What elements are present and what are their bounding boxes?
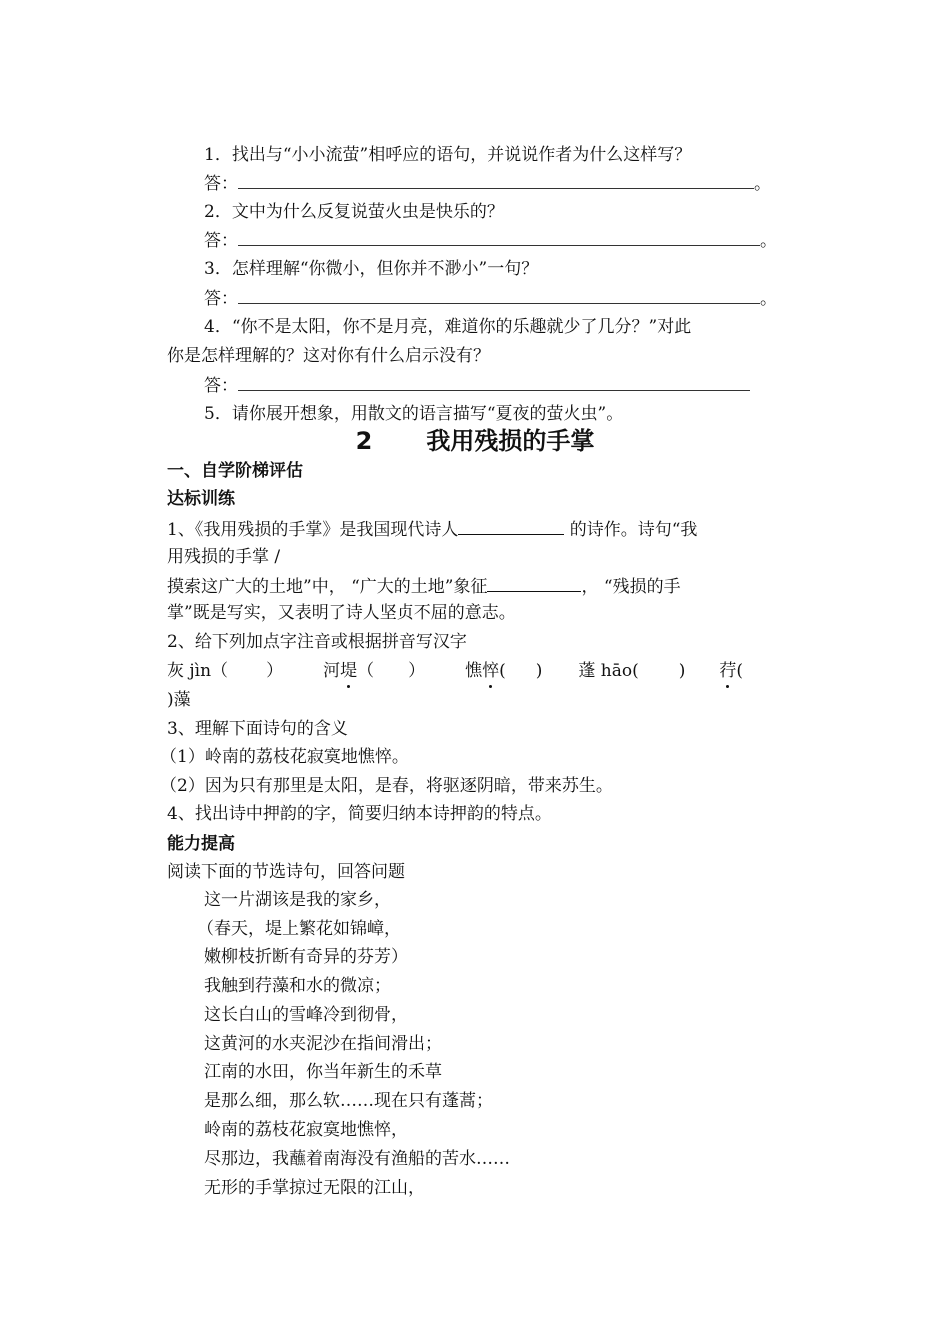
- subheading-training: [167, 488, 797, 510]
- dotted-char-xing: 荇: [719, 661, 737, 681]
- pinyin-word-3-close: ): [535, 661, 543, 681]
- pinyin-word-3-open: (: [499, 661, 506, 681]
- poem-line-text: 这一片湖该是我的家乡，: [204, 890, 391, 910]
- answer-3-line[interactable]: [238, 287, 760, 304]
- question-3: [204, 258, 834, 280]
- item-1-text-d: 摸索这广大的土地”中， “广大的土地”象征: [167, 577, 488, 597]
- poem-line: [197, 918, 827, 940]
- question-4-text-1: 4．“你不是太阳，你不是月亮，难道你的乐趣就少了几分？”对此: [204, 317, 692, 337]
- subheading-text: 达标训练: [167, 489, 235, 509]
- pinyin-word-1-close: ）: [266, 661, 284, 681]
- item-4: [167, 803, 797, 825]
- answer-label: 答：: [204, 376, 238, 396]
- pinyin-word-2-open: （: [357, 661, 375, 681]
- answer-2: [204, 229, 834, 252]
- item-2: [167, 631, 797, 653]
- poem-line-text: 江南的水田，你当年新生的禾草: [204, 1062, 442, 1082]
- item-1-text-b: 的诗作。诗句“我: [564, 520, 698, 540]
- poem-line-text: 嫩柳枝折断有奇异的芬芳）: [204, 947, 408, 967]
- lesson-number: 2: [355, 427, 373, 455]
- item-4-text: 4、找出诗中押韵的字，简要归纳本诗押韵的特点。: [167, 804, 552, 824]
- reading-intro: [167, 861, 797, 883]
- poem-line: [204, 1033, 834, 1055]
- question-2-text: 2．文中为什么反复说萤火虫是快乐的？: [204, 202, 504, 222]
- poem-line-text: 是那么细，那么软……现在只有蓬蒿；: [204, 1091, 493, 1111]
- lesson-title-text: 我用残损的手掌: [426, 427, 595, 455]
- pinyin-word-5-wrap: )藻: [167, 690, 191, 710]
- question-5: [204, 403, 834, 425]
- question-4-line2: [167, 345, 797, 367]
- answer-1: [204, 172, 834, 195]
- pinyin-row-wrap: [167, 689, 797, 711]
- answer-2-line[interactable]: [238, 229, 760, 246]
- poem-line: [204, 1177, 834, 1199]
- item-3-2-text: （2）因为只有那里是太阳，是春，将驱逐阴暗，带来苏生。: [160, 776, 613, 796]
- section-heading-ability: [167, 833, 797, 855]
- poem-line-text: 无形的手掌掠过无限的江山，: [204, 1178, 425, 1198]
- section2-heading-text: 能力提高: [167, 834, 235, 854]
- item-3-1: [160, 746, 790, 768]
- poem-line-text: 岭南的荔枝花寂寞地憔悴，: [204, 1120, 408, 1140]
- answer-label: 答：: [204, 174, 238, 194]
- dotted-char-cui: 悴: [482, 661, 500, 681]
- poem-line: [204, 1090, 834, 1112]
- item-1-line1: [167, 518, 797, 541]
- poem-line: [204, 1061, 834, 1083]
- answer-end-mark: 。: [754, 174, 771, 194]
- poem-line: [204, 1004, 834, 1026]
- answer-3: [204, 287, 834, 310]
- item-1-text-c: 用残损的手掌 /: [167, 547, 281, 567]
- question-1-text: 1．找出与“小小流萤”相呼应的语句，并说说作者为什么这样写？: [204, 145, 692, 165]
- item-3-text: 3、理解下面诗句的含义: [167, 719, 348, 739]
- question-4-line1: [204, 316, 834, 338]
- poem-line: [204, 889, 834, 911]
- pinyin-word-3: 憔: [465, 661, 483, 681]
- item-1-line2: [167, 546, 797, 568]
- poem-line: [204, 1119, 834, 1141]
- pinyin-word-4-close: ): [678, 661, 686, 681]
- section-heading-text: 一、自学阶梯评估: [167, 461, 303, 481]
- answer-4-line[interactable]: [238, 374, 750, 391]
- poem-line-text: 我触到荇藻和水的微凉；: [204, 976, 391, 996]
- answer-label: 答：: [204, 231, 238, 251]
- poem-line: [204, 1148, 834, 1170]
- item-1-line3: [167, 575, 797, 598]
- lesson-title: [0, 426, 950, 456]
- item-1-text-f: 掌”既是写实，又表明了诗人坚贞不屈的意志。: [167, 603, 516, 623]
- answer-1-line[interactable]: [238, 172, 754, 189]
- pinyin-word-4: 蓬 hāo(: [578, 661, 639, 681]
- reading-intro-text: 阅读下面的节选诗句，回答问题: [167, 862, 405, 882]
- item-3-2: [160, 775, 790, 797]
- pinyin-word-5-open: (: [736, 661, 743, 681]
- question-3-text: 3．怎样理解“你微小，但你并不渺小”一句？: [204, 259, 539, 279]
- poet-blank[interactable]: [458, 518, 564, 535]
- item-3-1-text: （1）岭南的荔枝花寂寞地憔悴。: [160, 747, 409, 767]
- poem-line: [204, 946, 834, 968]
- question-1: [204, 144, 834, 166]
- poem-line: [204, 975, 834, 997]
- dotted-char-di: 堤: [340, 661, 358, 681]
- pinyin-word-1: 灰 jìn（: [167, 661, 229, 681]
- poem-line-text: （春天，堤上繁花如锦嶂，: [197, 919, 401, 939]
- section-heading-self-study: [167, 460, 797, 482]
- question-5-text: 5．请你展开想象，用散文的语言描写“夏夜的萤火虫”。: [204, 404, 624, 424]
- answer-label: 答：: [204, 289, 238, 309]
- question-2: [204, 201, 834, 223]
- poem-line-text: 这黄河的水夹泥沙在指间滑出；: [204, 1034, 442, 1054]
- poem-line-text: 这长白山的雪峰冷到彻骨，: [204, 1005, 408, 1025]
- pinyin-row: [167, 660, 807, 682]
- pinyin-word-2: 河: [323, 661, 341, 681]
- item-3: [167, 718, 797, 740]
- poem-line-text: 尽那边，我蘸着南海没有渔船的苦水……: [204, 1149, 510, 1169]
- item-1-text-e: ， “残损的手: [581, 577, 681, 597]
- answer-end-mark: 。: [760, 231, 777, 251]
- item-1-line4: [167, 602, 797, 624]
- item-2-text: 2、给下列加点字注音或根据拼音写汉字: [167, 632, 467, 652]
- pinyin-word-2-close: ）: [408, 661, 426, 681]
- item-1-text-a: 1、《我用残损的手掌》是我国现代诗人: [167, 520, 459, 540]
- answer-end-mark: 。: [760, 289, 777, 309]
- symbol-blank[interactable]: [487, 575, 581, 592]
- answer-4: [204, 374, 834, 397]
- question-4-text-2: 你是怎样理解的？这对你有什么启示没有？: [167, 346, 490, 366]
